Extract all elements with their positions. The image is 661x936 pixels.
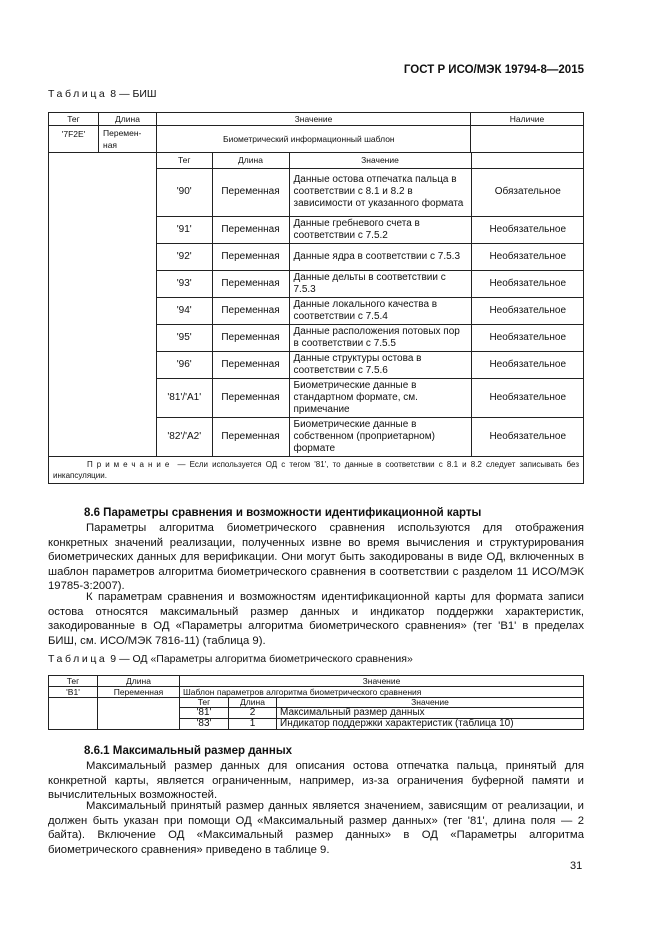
t9-inner-header-value: Значение [277,698,584,708]
t9-header-length: Длина [98,676,180,687]
t8-inner-header-value: Значение [289,153,471,168]
t8-row1-tag: '7F2E' [49,126,99,153]
section-8-6-1-heading: 8.6.1 Максимальный размер данных [84,745,293,757]
table9 [48,675,584,730]
table9-caption-label: Таблица [48,653,108,665]
t8-row-presence: Необязательное [471,216,584,243]
t9-inner-header-tag: Тег [180,698,229,708]
table9-caption-num: 9 [110,653,117,665]
t8-row-length: Переменная [212,417,289,456]
t8-row1-value: Биометрический информационный шаблон [157,126,471,153]
t8-inner-table [157,153,584,456]
t8-row-value: Биометрические данные в собственном (проприетарном) формате [289,417,471,456]
t8-row-presence: Необязательное [471,243,584,270]
t9-empty-tag [49,698,98,708]
t9-empty-cell [98,719,180,730]
table9-caption-title: — ОД «Параметры алгоритма биометрического сравнения» [119,653,413,665]
t8-data-row [157,378,584,417]
t9-row-value: Максимальный размер данных [277,708,584,719]
t8-row-length: Переменная [212,297,289,324]
t9-row-length: 2 [229,708,277,719]
document-header: ГОСТ Р ИСО/МЭК 19794-8—2015 [403,64,584,76]
t8-row-tag: '94' [157,297,212,324]
t8-row-presence: Обязательное [471,168,584,216]
t9-row-length: 1 [229,719,277,730]
t9-row-value: Индикатор поддержки характеристик (таблица 10) [277,719,584,730]
section-8-6-1-p2 [48,799,584,857]
table8-caption-num: 8 [110,88,117,100]
section-8-6-1-p1-text: Максимальный размер данных для описания остова отпечатка пальца, принятый для конкретной карты, является ограниченным, например, из-за ограничения буферной памяти и вычислительных возможностей. [48,760,584,801]
section-8-6-1-p2-text: Максимальный принятый размер данных является значением, зависящим от реализации, и должен быть указан при помощи ОД «Максимальный размер данных» (тег '81', длина поля — 2 байта). Включение ОД «Максимальный размер данных» в ОД «Параметры алгоритма биометрического сравнения» приведено в таблице 9. [48,800,584,856]
t8-data-row [157,216,584,243]
t9-empty-cell [49,719,98,730]
t8-row-presence: Необязательное [471,270,584,297]
t8-data-row [157,297,584,324]
t8-data-row [157,351,584,378]
t8-row-length: Переменная [212,351,289,378]
table8-caption-label: Таблица [48,88,108,100]
t8-row-length: Переменная [212,168,289,216]
t9-header-tag: Тег [49,676,98,687]
t8-row-tag: '93' [157,270,212,297]
t8-header-presence: Наличие [471,113,584,126]
t8-row-value: Данные гребневого счета в соответствии с 7.5.2 [289,216,471,243]
t8-row1-presence [471,126,584,153]
t8-row-value: Данные остова отпечатка пальца в соответствии с 8.1 и 8.2 в зависимости от указанного формата [289,168,471,216]
t8-inner-header-row [157,153,584,168]
t8-data-row [157,270,584,297]
t8-row-tag: '81'/'A1' [157,378,212,417]
t8-row-tag: '91' [157,216,212,243]
section-8-6-p1-text: Параметры алгоритма биометрического сравнения используются для отображения конкретных значений реализации, полученных извне во время вычисления и структурирования биометрических данных для верификации. Они могут быть закодированы в виде ОД, включенных в шаблон параметров алгоритма биометрического сравнения в соответствии с разделом 11 ИСО/МЭК 19785-3:2007). [48,522,584,592]
t8-row-length: Переменная [212,324,289,351]
t8-note-text: — Если используется ОД с тегом '81', то данные в соответствии с 8.1 и 8.2 следует записывать без инкапсуляции. [53,460,579,480]
t8-row-length: Переменная [212,243,289,270]
t8-row-tag: '90' [157,168,212,216]
t8-data-row [157,243,584,270]
t8-row-length: Переменная [212,216,289,243]
t8-row-value: Данные локального качества в соответствии с 7.5.4 [289,297,471,324]
t9-empty-cell [49,708,98,719]
t8-note [49,457,584,484]
t8-row-value: Данные структуры остова в соответствии с 7.5.6 [289,351,471,378]
t8-row-length: Переменная [212,270,289,297]
table9-caption [48,653,413,665]
t8-row-tag: '95' [157,324,212,351]
t9-row1-tag: 'B1' [49,687,98,698]
t8-row-value: Данные дельты в соответствии с 7.5.3 [289,270,471,297]
t8-row-tag: '82'/'A2' [157,417,212,456]
t8-empty-cell [49,153,157,457]
table8-caption [48,88,157,100]
t8-row-tag: '92' [157,243,212,270]
t8-row-length: Переменная [212,378,289,417]
t9-empty-length [98,698,180,708]
t8-note-label: Примечание [87,460,174,469]
t8-inner-container [157,153,584,457]
t9-empty-cell [98,708,180,719]
t8-row-value: Данные расположения потовых пор в соответствии с 7.5.5 [289,324,471,351]
t8-row-tag: '96' [157,351,212,378]
t8-row-presence: Необязательное [471,324,584,351]
t9-row1-length: Переменная [98,687,180,698]
t8-inner-header-tag: Тег [157,153,212,168]
section-8-6-p2 [48,590,584,648]
t8-inner-header-presence-empty [471,153,584,168]
section-8-6-1-p1 [48,759,584,803]
section-8-6-p1 [48,521,584,594]
page-number: 31 [570,860,583,872]
t8-row-presence: Необязательное [471,297,584,324]
t9-inner-header-length: Длина [229,698,277,708]
t8-row-presence: Необязательное [471,351,584,378]
t8-header-length: Длина [99,113,157,126]
t8-header-tag: Тег [49,113,99,126]
t8-data-row [157,417,584,456]
t8-row-value: Биометрические данные в стандартном формате, см. примечание [289,378,471,417]
t8-row-presence: Необязательное [471,378,584,417]
t9-header-value: Значение [180,676,584,687]
t9-row1-value: Шаблон параметров алгоритма биометрического сравнения [180,687,584,698]
t8-row-presence: Необязательное [471,417,584,456]
t8-data-row [157,168,584,216]
section-8-6-heading: 8.6 Параметры сравнения и возможности идентификационной карты [84,507,482,519]
t8-row-value: Данные ядра в соответствии с 7.5.3 [289,243,471,270]
t9-row-tag: '83' [180,719,229,730]
t8-row1-length: Перемен- ная [99,126,157,153]
t8-header-value: Значение [157,113,471,126]
section-8-6-p2-text: К параметрам сравнения и возможностям идентификационной карты для формата записи остова относятся максимальный размер данных и индикатор поддержки характеристик, закодированные в ОД «Параметры алгоритма биометрического сравнения» (тег 'B1' в пределах БИШ, см. ИСО/МЭК 7816-11) (таблица 9). [48,591,584,647]
t8-inner-header-length: Длина [212,153,289,168]
table8-caption-title: — БИШ [119,88,157,100]
t9-row-tag: '81' [180,708,229,719]
table8 [48,112,584,484]
t8-data-row [157,324,584,351]
